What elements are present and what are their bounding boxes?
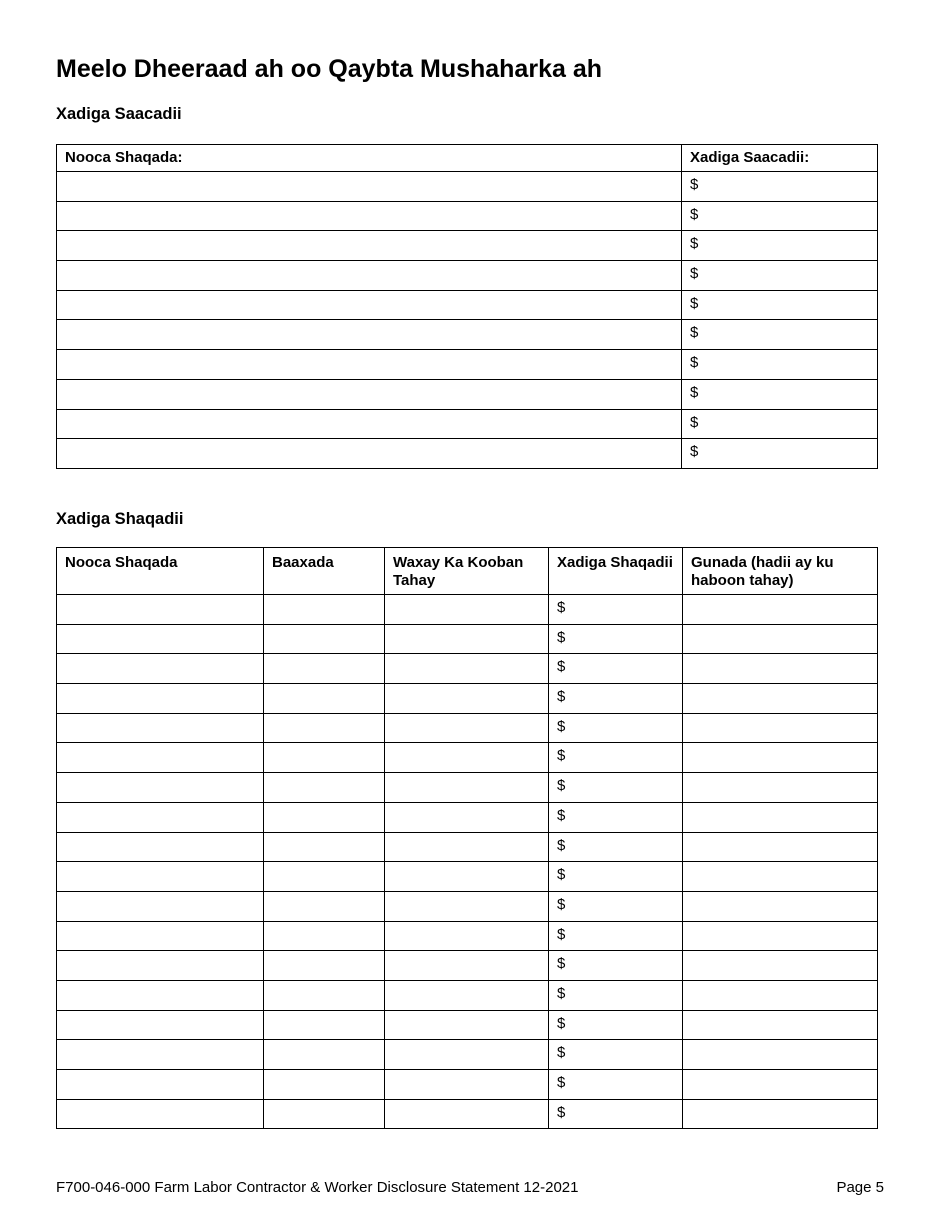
table-row	[57, 290, 878, 320]
contents-field[interactable]	[385, 832, 549, 862]
table-row	[57, 231, 878, 261]
piece-rate-field[interactable]: $	[549, 891, 683, 921]
bonus-field[interactable]	[683, 980, 878, 1010]
contents-field[interactable]	[385, 624, 549, 654]
job-type-field[interactable]	[57, 684, 264, 714]
table-row	[57, 713, 878, 743]
hourly-rate-heading: Xadiga Saacadii	[56, 105, 182, 123]
contents-field[interactable]	[385, 743, 549, 773]
size-field[interactable]	[264, 832, 385, 862]
contents-field[interactable]	[385, 891, 549, 921]
column-header-job-type: Nooca Shaqada:	[57, 145, 682, 172]
job-type-field[interactable]	[57, 891, 264, 921]
job-type-field[interactable]	[57, 773, 264, 803]
size-field[interactable]	[264, 862, 385, 892]
bonus-field[interactable]	[683, 654, 878, 684]
piece-rate-field[interactable]: $	[549, 773, 683, 803]
size-field[interactable]	[264, 684, 385, 714]
job-type-field[interactable]	[57, 261, 682, 291]
page-title: Meelo Dheeraad ah oo Qaybta Mushaharka ah	[56, 55, 602, 83]
hourly-rate-field[interactable]: $	[682, 201, 878, 231]
bonus-field[interactable]	[683, 1099, 878, 1129]
bonus-field[interactable]	[683, 1040, 878, 1070]
piece-rate-table	[56, 547, 878, 1129]
table-row	[57, 980, 878, 1010]
contents-field[interactable]	[385, 684, 549, 714]
form-footer-id: F700-046-000 Farm Labor Contractor & Worker Disclosure Statement 12-2021	[56, 1179, 579, 1196]
table-row	[57, 921, 878, 951]
job-type-field[interactable]	[57, 862, 264, 892]
piece-rate-field[interactable]: $	[549, 951, 683, 981]
bonus-field[interactable]	[683, 595, 878, 625]
job-type-field[interactable]	[57, 1099, 264, 1129]
job-type-field[interactable]	[57, 1070, 264, 1100]
hourly-rate-field[interactable]: $	[682, 439, 878, 469]
bonus-field[interactable]	[683, 684, 878, 714]
contents-field[interactable]	[385, 595, 549, 625]
piece-rate-field[interactable]: $	[549, 684, 683, 714]
table-row	[57, 684, 878, 714]
piece-rate-field[interactable]: $	[549, 862, 683, 892]
piece-rate-field[interactable]: $	[549, 1099, 683, 1129]
job-type-field[interactable]	[57, 231, 682, 261]
contents-field[interactable]	[385, 773, 549, 803]
column-header-piece-rate: Xadiga Shaqadii	[549, 548, 683, 595]
size-field[interactable]	[264, 951, 385, 981]
bonus-field[interactable]	[683, 832, 878, 862]
table-row	[57, 1010, 878, 1040]
piece-rate-field[interactable]: $	[549, 832, 683, 862]
size-field[interactable]	[264, 1099, 385, 1129]
table-row	[57, 595, 878, 625]
job-type-field[interactable]	[57, 1040, 264, 1070]
contents-field[interactable]	[385, 921, 549, 951]
job-type-field[interactable]	[57, 350, 682, 380]
size-field[interactable]	[264, 980, 385, 1010]
piece-rate-field[interactable]: $	[549, 1010, 683, 1040]
piece-rate-field[interactable]: $	[549, 980, 683, 1010]
contents-field[interactable]	[385, 1010, 549, 1040]
bonus-field[interactable]	[683, 773, 878, 803]
piece-rate-field[interactable]: $	[549, 921, 683, 951]
contents-field[interactable]	[385, 802, 549, 832]
job-type-field[interactable]	[57, 713, 264, 743]
table-row	[57, 261, 878, 291]
table-row	[57, 1099, 878, 1129]
hourly-rate-field[interactable]: $	[682, 379, 878, 409]
table-row	[57, 201, 878, 231]
job-type-field[interactable]	[57, 743, 264, 773]
size-field[interactable]	[264, 1070, 385, 1100]
column-header-size: Baaxada	[264, 548, 385, 595]
bonus-field[interactable]	[683, 1070, 878, 1100]
size-field[interactable]	[264, 891, 385, 921]
table-header-row	[57, 145, 878, 172]
table-row	[57, 439, 878, 469]
table-row	[57, 172, 878, 202]
table-row	[57, 743, 878, 773]
piece-rate-field[interactable]: $	[549, 713, 683, 743]
contents-field[interactable]	[385, 980, 549, 1010]
job-type-field[interactable]	[57, 654, 264, 684]
piece-rate-field[interactable]: $	[549, 1070, 683, 1100]
table-row	[57, 379, 878, 409]
column-header-job-type: Nooca Shaqada	[57, 548, 264, 595]
piece-rate-field[interactable]: $	[549, 654, 683, 684]
column-header-hourly-rate: Xadiga Saacadii:	[682, 145, 878, 172]
contents-field[interactable]	[385, 951, 549, 981]
job-type-field[interactable]	[57, 921, 264, 951]
table-row	[57, 654, 878, 684]
table-row	[57, 1070, 878, 1100]
bonus-field[interactable]	[683, 951, 878, 981]
job-type-field[interactable]	[57, 172, 682, 202]
job-type-field[interactable]	[57, 802, 264, 832]
table-row	[57, 624, 878, 654]
job-type-field[interactable]	[57, 439, 682, 469]
piece-rate-field[interactable]: $	[549, 743, 683, 773]
piece-rate-field[interactable]: $	[549, 595, 683, 625]
size-field[interactable]	[264, 743, 385, 773]
job-type-field[interactable]	[57, 290, 682, 320]
size-field[interactable]	[264, 1010, 385, 1040]
size-field[interactable]	[264, 624, 385, 654]
table-row	[57, 951, 878, 981]
contents-field[interactable]	[385, 713, 549, 743]
contents-field[interactable]	[385, 654, 549, 684]
page-number: Page 5	[836, 1179, 884, 1196]
hourly-rate-table	[56, 144, 878, 469]
table-row	[57, 832, 878, 862]
table-row	[57, 409, 878, 439]
table-row	[57, 1040, 878, 1070]
hourly-rate-field[interactable]: $	[682, 172, 878, 202]
size-field[interactable]	[264, 773, 385, 803]
table-header-row	[57, 548, 878, 595]
contents-field[interactable]	[385, 862, 549, 892]
size-field[interactable]	[264, 921, 385, 951]
bonus-field[interactable]	[683, 1010, 878, 1040]
bonus-field[interactable]	[683, 862, 878, 892]
table-row	[57, 350, 878, 380]
table-row	[57, 891, 878, 921]
size-field[interactable]	[264, 713, 385, 743]
piece-rate-field[interactable]: $	[549, 624, 683, 654]
table-row	[57, 862, 878, 892]
job-type-field[interactable]	[57, 1010, 264, 1040]
hourly-rate-field[interactable]: $	[682, 409, 878, 439]
hourly-rate-field[interactable]: $	[682, 290, 878, 320]
size-field[interactable]	[264, 1040, 385, 1070]
bonus-field[interactable]	[683, 624, 878, 654]
table-row	[57, 773, 878, 803]
table-row	[57, 802, 878, 832]
column-header-contents: Waxay Ka Kooban Tahay	[385, 548, 549, 595]
contents-field[interactable]	[385, 1040, 549, 1070]
column-header-bonus: Gunada (hadii ay ku haboon tahay)	[683, 548, 878, 595]
job-type-field[interactable]	[57, 320, 682, 350]
job-type-field[interactable]	[57, 832, 264, 862]
hourly-rate-field[interactable]: $	[682, 350, 878, 380]
piece-rate-heading: Xadiga Shaqadii	[56, 510, 184, 528]
size-field[interactable]	[264, 654, 385, 684]
bonus-field[interactable]	[683, 921, 878, 951]
job-type-field[interactable]	[57, 201, 682, 231]
hourly-rate-field[interactable]: $	[682, 231, 878, 261]
table-row	[57, 320, 878, 350]
job-type-field[interactable]	[57, 595, 264, 625]
job-type-field[interactable]	[57, 409, 682, 439]
bonus-field[interactable]	[683, 743, 878, 773]
bonus-field[interactable]	[683, 802, 878, 832]
job-type-field[interactable]	[57, 951, 264, 981]
piece-rate-field[interactable]: $	[549, 802, 683, 832]
job-type-field[interactable]	[57, 379, 682, 409]
job-type-field[interactable]	[57, 980, 264, 1010]
bonus-field[interactable]	[683, 891, 878, 921]
contents-field[interactable]	[385, 1070, 549, 1100]
hourly-rate-field[interactable]: $	[682, 261, 878, 291]
size-field[interactable]	[264, 802, 385, 832]
job-type-field[interactable]	[57, 624, 264, 654]
size-field[interactable]	[264, 595, 385, 625]
contents-field[interactable]	[385, 1099, 549, 1129]
hourly-rate-field[interactable]: $	[682, 320, 878, 350]
bonus-field[interactable]	[683, 713, 878, 743]
piece-rate-field[interactable]: $	[549, 1040, 683, 1070]
